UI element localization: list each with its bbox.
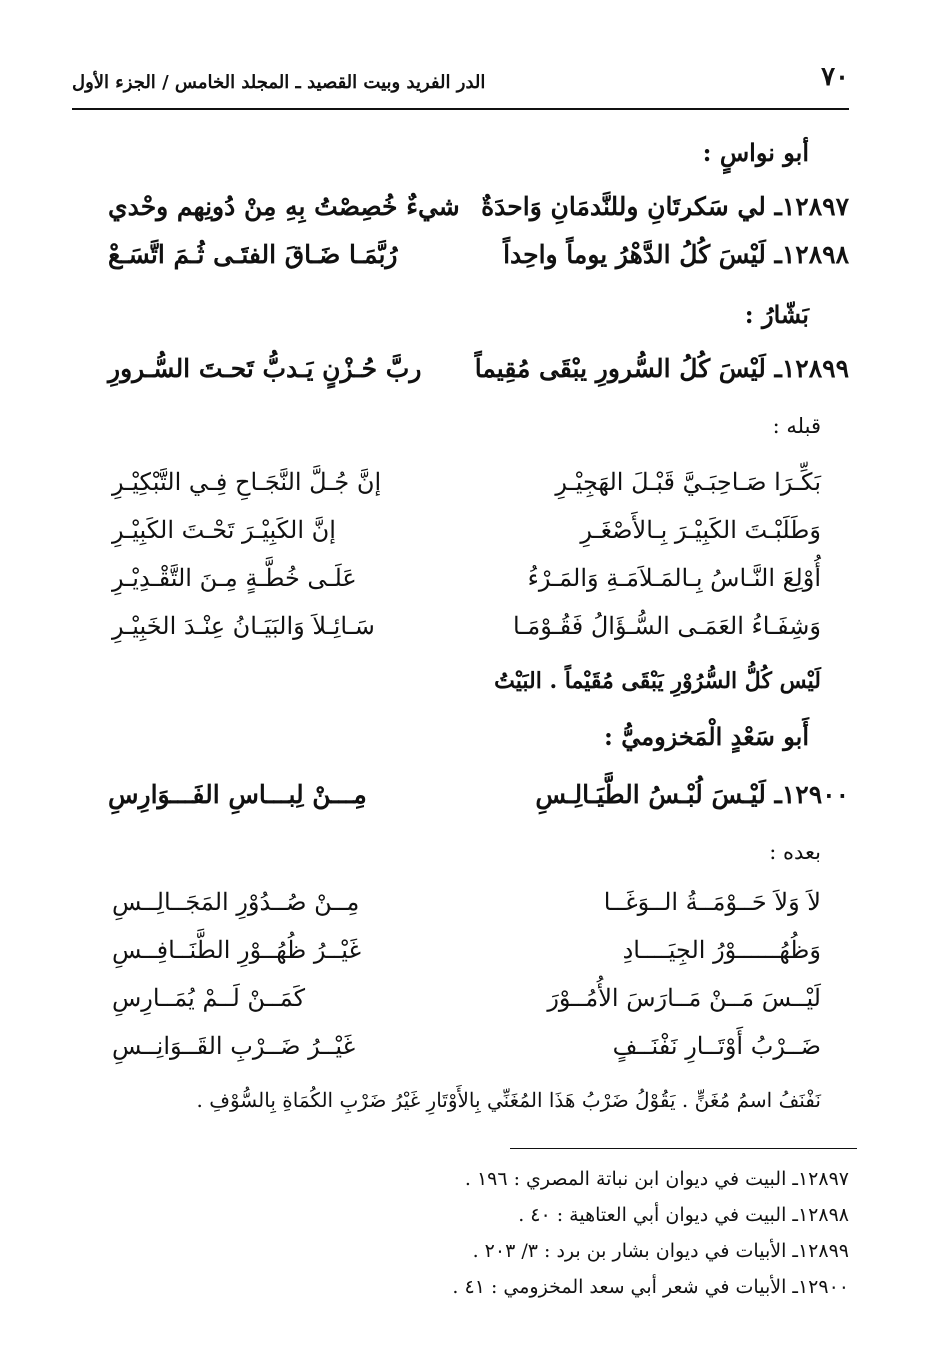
verse-second-hemistich: رُبَّمَـا ضَـاقَ الفتَـى ثُـمَ اتَّسَـعْ <box>108 240 398 269</box>
verse-second-hemistich: شيءٌ خُصِصْتُ بِهِ مِنْ دُونِهم وحْدي <box>108 192 460 221</box>
footnote: ١٢٨٩٨ـ البيت في ديوان أبي العتاهية : ٤٠ . <box>518 1204 849 1226</box>
footnote: ١٢٩٠٠ـ الأبيات في شعر أبي سعد المخزومي : ٤١ . <box>452 1276 849 1298</box>
verse-number: ١٢٩٠٠ <box>781 780 849 809</box>
quoted-second-hemistich: عَلَـى خُطَّـةٍ مِـنَ التَّقْـدِيْـرِ <box>112 564 357 592</box>
quoted-second-hemistich: سَـائِـلاَ وَالبَيَـانُ عِنْـدَ الخَبِيْـرِ <box>112 612 375 640</box>
footnote: ١٢٨٩٧ـ البيت في ديوان ابن نباتة المصري : ١٩٦ . <box>464 1168 849 1190</box>
quoted-second-hemistich: إنَّ جُـلَّ النَّجَـاحِ فِـي التَّبْكِيْـرِ <box>112 468 382 496</box>
verse-first-hemistich <box>535 780 849 809</box>
verse-first-hemistich <box>503 240 849 269</box>
quoted-first-hemistich: لَيْــسَ مَــنْ مَــارَسَ الأُمُــوْرَ <box>547 984 821 1012</box>
quoted-second-hemistich: إنَّ الكَبِيْـرَ تَحْـتَ الكَبِيْـرِ <box>112 516 336 544</box>
verse-second-hemistich: مِـــنْ لِبـــاسِ الفَـــوَارِسِ <box>108 780 367 809</box>
quoted-first-hemistich: لاَ وَلاَ حَــوْمَــةُ الــوَغَــا <box>603 888 821 916</box>
quoted-first-hemistich: أُوْلِعَ النَّـاسُ بِـالمَـلاَمَـةِ وَالمَـرْءُ <box>527 564 821 592</box>
verse-first-hemistich <box>475 354 849 383</box>
verse-text: ـ لي سَكرتَانِ وللنَّدمَانِ وَاحدَةٌ <box>481 192 782 221</box>
verse-text: ـ لَيْسَ كُلُ الدَّهْرُ يوماً واحِداً <box>503 240 782 269</box>
note-label: قبله : <box>772 414 821 438</box>
footnote: ١٢٨٩٩ـ الأبيات في ديوان بشار بن برد : ٣/ ٢٠٣ . <box>472 1240 849 1262</box>
footnote-separator <box>510 1148 857 1149</box>
running-title: الدر الفريد وبيت القصيد ـ المجلد الخامس / الجزء الأول <box>72 72 486 93</box>
quoted-second-hemistich: غَيْــرُ ظُهُــوْرِ الطَّنَــافِــسِ <box>112 936 361 964</box>
poet-heading: أَبو سَعْدٍ الْمَخزوميُّ : <box>604 722 809 751</box>
quoted-second-hemistich: كَمَــنْ لَــمْ يُمَــارِسِ <box>112 984 306 1012</box>
quoted-second-hemistich: مِــنْ صُــدُوْرِ المَجَــالِــسِ <box>112 888 360 916</box>
running-header <box>72 58 849 110</box>
quoted-first-hemistich: وَشِفَـاءُ العَمَـى السُّـؤَالُ فَقُـوْمَـا <box>513 612 821 640</box>
poet-heading: أبو نواسٍ : <box>702 138 809 167</box>
quoted-first-hemistich: بَكِّـرَا صَـاحِبَـيَّ قَبْـلَ الهَجِيْـرِ <box>555 468 821 496</box>
quoted-second-hemistich: غَيْــرُ ضَــرْبِ القَــوَانِــسِ <box>112 1032 356 1060</box>
verse-number: ١٢٨٩٨ <box>781 240 849 269</box>
quoted-first-hemistich: ضَــرْبُ أَوْتَــارِ نَفْنَــفٍ <box>612 1032 821 1060</box>
note-label: بعده : <box>769 840 821 864</box>
quoted-first-hemistich: وَطَلَبْـتَ الكَبِيْـرَ بِـالأَصْغَـرِ <box>580 516 821 544</box>
gloss-line: نَفْنَفُ اسمُ مُغَنٍّ . يَقُوْلُ ضَرْبُ هَذَا المُغَنِّي بِالأَوْتَارِ غَيْرُ ضَرْبِ الكُمَاةِ بِالسُّوْفِ . <box>196 1088 821 1112</box>
quoted-first-hemistich: وَظُهُــــــوْرُ الجِيَــــادِ <box>622 936 821 964</box>
verse-number: ١٢٨٩٩ <box>781 354 849 383</box>
verse-text: ـ لَيْـسَ لُبْـسُ الطَّيَـالِـسِ <box>535 780 782 809</box>
gloss-line: لَيْس كُلُّ السُّرُوْرِ يَبْقَى مُقَيْماً . البَيْتُ <box>494 668 821 694</box>
verse-first-hemistich <box>481 192 849 221</box>
verse-second-hemistich: ربَّ حُـزْنٍ يَـدبُّ تَحـتَ السُّـرورِ <box>108 354 422 383</box>
verse-text: ـ لَيْسَ كُلُ السُّرورِ يبْقَى مُقِيماً <box>474 354 782 383</box>
poet-heading: بَشّارُ : <box>744 300 809 329</box>
verse-number: ١٢٨٩٧ <box>781 192 849 221</box>
page-number: ٧٠ <box>821 62 849 92</box>
